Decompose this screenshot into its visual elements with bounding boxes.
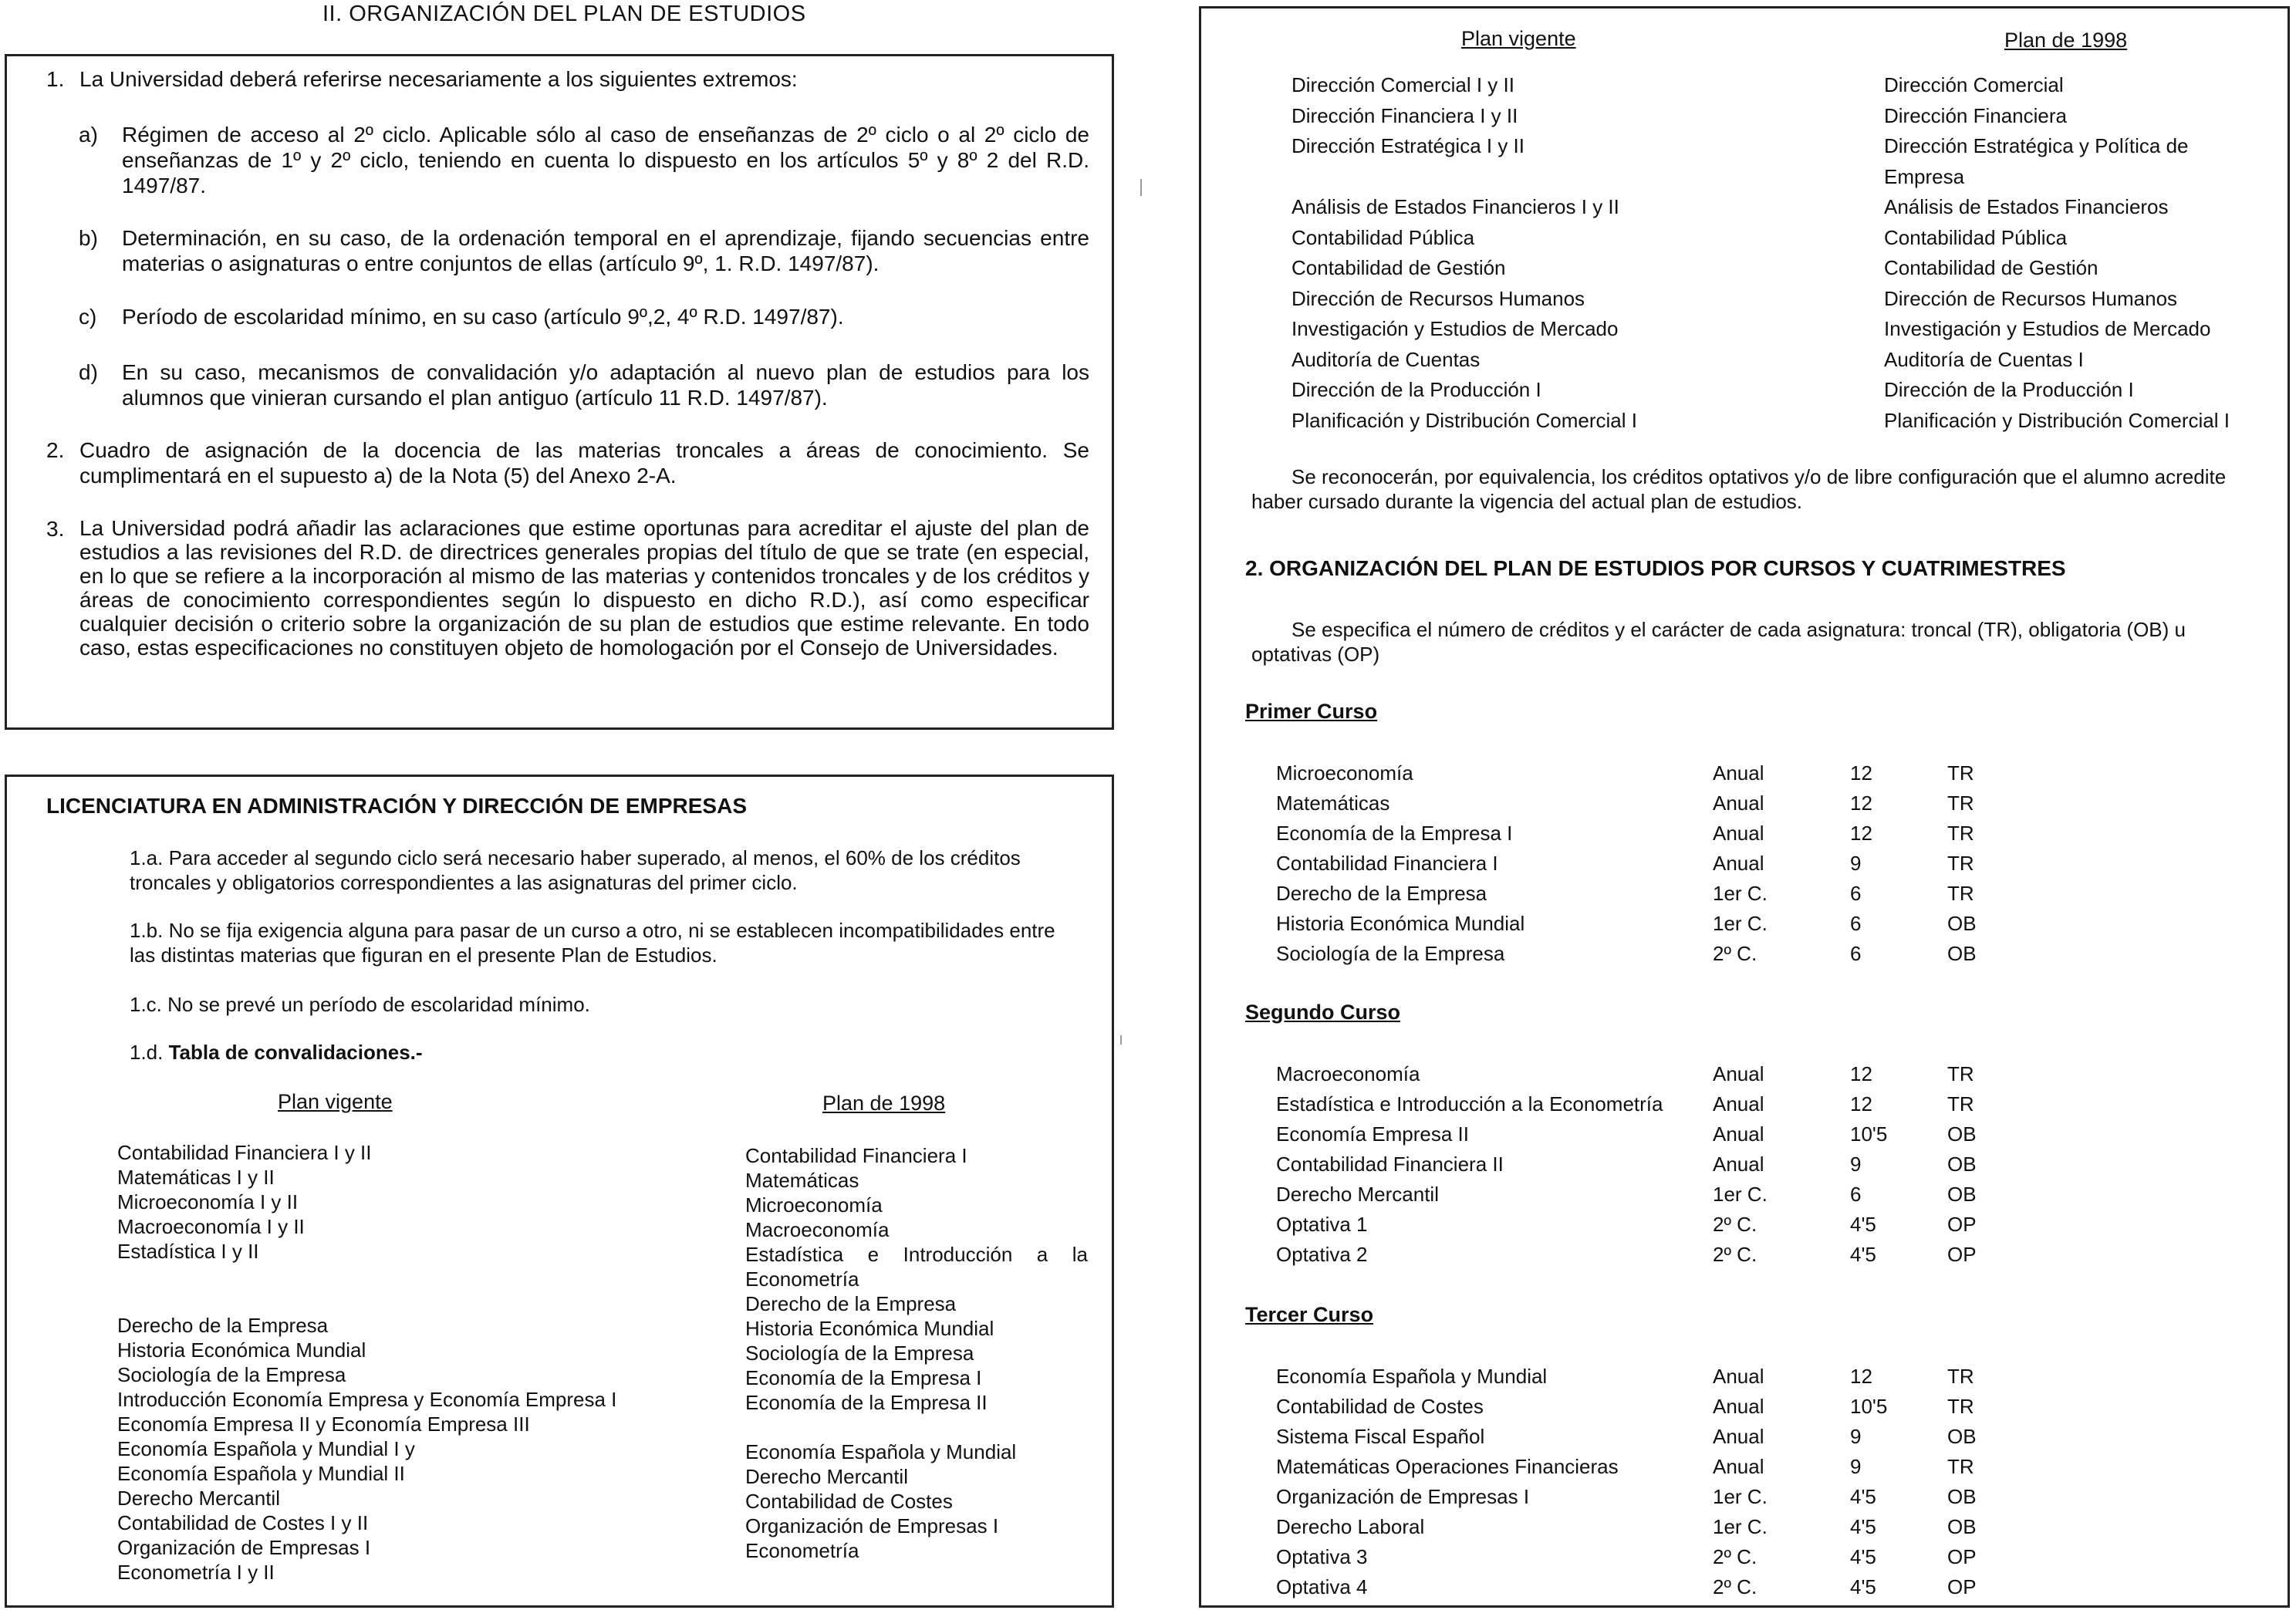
subject-name: Derecho Laboral [1276,1515,1425,1538]
list-item: Estadística e Introducción a la [745,1243,1088,1266]
item-3-text: La Universidad podrá añadir las aclaraciones que estime oportunas para acreditar el ajuste del plan de estudios a las revisiones del R.D. de directrices generales propias del título de que se trate (en especial, en lo que se refiere a la incorporación al mismo de las materias y contenidos troncales y de los créditos y áreas de conocimiento correspondientes según lo dispuesto en dicho R.D.), así como especificar cualquier decisión o criterio sobre la organización de su plan de estudios que estime relevante. En todo caso, estas especificaciones no constituyen objeto de homologación por el Consejo de Universidades. [79,516,1089,660]
list-item: Introducción Economía Empresa y Economía Empresa I [117,1388,617,1411]
right-col-header: Plan de 1998 [822,1092,946,1115]
subject-type: OB [1947,1153,1977,1176]
subject-name: Historia Económica Mundial [1276,912,1525,935]
subject-period: Anual [1713,791,1764,815]
subject-credits: 4'5 [1850,1545,1876,1568]
pair-right-item: Auditoría de Cuentas I [1884,347,2084,371]
subject-type: TR [1947,882,1974,905]
pair-right-item: Contabilidad de Gestión [1884,256,2098,279]
subject-period: 1er C. [1713,912,1768,935]
subject-period: Anual [1713,822,1764,845]
list-item: Historia Económica Mundial [117,1338,366,1362]
list-item: Estadística I y II [117,1240,259,1263]
paragraph-1b-line2: las distintas materias que figuran en el presente Plan de Estudios. [130,943,718,967]
subject-credits: 12 [1850,761,1872,785]
list-item: Contabilidad Financiera I y II [117,1141,372,1164]
subject-credits: 6 [1850,1183,1862,1206]
pair-left-item: Dirección Comercial I y II [1292,73,1514,96]
sub-item-c [79,304,1089,329]
pair-right-item: Planificación y Distribución Comercial I [1884,408,2230,432]
list-item: Derecho de la Empresa [117,1314,329,1337]
subject-type: TR [1947,791,1974,815]
subject-credits: 6 [1850,942,1862,965]
subject-name: Microeconomía [1276,761,1413,785]
subject-period: Anual [1713,761,1764,785]
paragraph-1d-prefix: 1.d. [130,1041,169,1064]
subject-credits: 12 [1850,1092,1872,1116]
subject-name: Estadística e Introducción a la Econometría [1276,1092,1663,1116]
section-2-intro [1251,617,2270,667]
section-2-intro-line1: Se especifica el número de créditos y el carácter de cada asignatura: troncal (TR), obligatoria (OB) u [1292,618,2186,641]
sub-item-a [79,122,1089,198]
subject-credits: 4'5 [1850,1575,1876,1598]
list-item: Econometría [745,1539,859,1562]
subject-name: Optativa 2 [1276,1243,1368,1266]
subject-period: Anual [1713,1425,1764,1448]
list-item: Macroeconomía [745,1218,890,1241]
subject-credits: 4'5 [1850,1213,1876,1236]
list-item: Organización de Empresas I [117,1536,371,1559]
list-item: Sociología de la Empresa [117,1363,346,1386]
convalidation-table-label: Tabla de convalidaciones.- [168,1041,423,1064]
sub-item-d [79,359,1089,410]
sub-item-c-label: c) [79,305,97,329]
subject-type: TR [1947,1092,1974,1116]
paragraph-1c: 1.c. No se prevé un período de escolaridad mínimo. [130,993,590,1016]
list-item: Derecho de la Empresa [745,1292,957,1315]
subject-name: Optativa 1 [1276,1213,1368,1236]
list-item: Microeconomía I y II [117,1190,299,1213]
sub-item-c-text: Período de escolaridad mínimo, en su caso (artículo 9º,2, 4º R.D. 1497/87). [122,305,844,329]
list-item: Contabilidad de Costes [745,1490,953,1513]
paragraph-1d [130,1040,423,1065]
subject-name: Sistema Fiscal Español [1276,1425,1485,1448]
subject-name: Matemáticas [1276,791,1390,815]
subject-name: Derecho Mercantil [1276,1183,1439,1206]
list-item: Historia Económica Mundial [745,1317,994,1340]
subject-period: 2º C. [1713,1575,1757,1598]
list-item: Economía Española y Mundial II [117,1462,405,1485]
sub-item-b-label: b) [79,226,98,250]
subject-type: TR [1947,822,1974,845]
subject-credits: 9 [1850,852,1862,875]
item-2-number: 2. [46,438,65,462]
subject-name: Contabilidad Financiera I [1276,852,1498,875]
pair-left-item: Dirección Financiera I y II [1292,103,1518,127]
right-page-left-header: Plan vigente [1461,27,1576,50]
subject-type: TR [1947,852,1974,875]
sub-item-b [79,225,1089,276]
paragraph-1a [130,846,1086,895]
list-item: Sociología de la Empresa [745,1342,974,1365]
equivalence-note [1251,464,2270,514]
pair-left-item: Planificación y Distribución Comercial I [1292,408,1637,432]
pair-left-item: Contabilidad Pública [1292,225,1475,249]
subject-credits: 12 [1850,791,1872,815]
equivalence-note-line2: haber cursado durante la vigencia del actual plan de estudios. [1251,490,1803,513]
course-title: Tercer Curso [1245,1303,1374,1326]
subject-name: Matemáticas Operaciones Financieras [1276,1455,1619,1478]
licenciatura-title: LICENCIATURA EN ADMINISTRACIÓN Y DIRECCIÓN DE EMPRESAS [46,794,747,818]
subject-period: Anual [1713,1365,1764,1388]
subject-period: 1er C. [1713,1485,1768,1508]
item-1-number: 1. [46,67,65,91]
pair-right-item: Dirección de la Producción I [1884,378,2134,401]
item-1-text: La Universidad deberá referirse necesariamente a los siguientes extremos: [79,67,798,91]
subject-period: Anual [1713,852,1764,875]
subject-name: Economía Española y Mundial [1276,1365,1548,1388]
subject-type: OB [1947,912,1977,935]
subject-type: TR [1947,1455,1974,1478]
pair-right-item: Dirección Financiera [1884,103,2067,127]
pair-left-item: Dirección de Recursos Humanos [1292,286,1585,310]
pair-right-item: Dirección de Recursos Humanos [1884,286,2178,310]
subject-credits: 6 [1850,912,1862,935]
subject-period: Anual [1713,1153,1764,1176]
paragraph-1a-line2: troncales y obligatorios correspondientes a las asignaturas del primer ciclo. [130,871,798,894]
subject-period: Anual [1713,1395,1764,1418]
subject-name: Optativa 4 [1276,1575,1368,1598]
subject-period: Anual [1713,1092,1764,1116]
scan-mark [1140,179,1142,196]
list-item: Economía de la Empresa II [745,1391,988,1414]
subject-name: Organización de Empresas I [1276,1485,1530,1508]
section-2-title: 2. ORGANIZACIÓN DEL PLAN DE ESTUDIOS POR CURSOS Y CUATRIMESTRES [1245,556,2066,580]
subject-period: 1er C. [1713,1515,1768,1538]
subject-period: Anual [1713,1122,1764,1146]
subject-period: 2º C. [1713,1545,1757,1568]
subject-type: OP [1947,1243,1977,1266]
sub-item-a-label: a) [79,123,98,147]
subject-name: Optativa 3 [1276,1545,1368,1568]
subject-name: Contabilidad Financiera II [1276,1153,1504,1176]
subject-period: 2º C. [1713,942,1757,965]
list-item: Economía Española y Mundial [745,1440,1017,1463]
sub-item-d-label: d) [79,360,98,384]
subject-type: OP [1947,1575,1977,1598]
subject-period: 2º C. [1713,1213,1757,1236]
subject-name: Macroeconomía [1276,1062,1420,1085]
list-item: Microeconomía [745,1193,883,1217]
subject-credits: 12 [1850,1062,1872,1085]
list-item: Derecho Mercantil [117,1487,280,1510]
subject-period: 1er C. [1713,882,1768,905]
pair-left-item: Dirección Estratégica I y II [1292,134,1524,157]
item-3-number: 3. [46,517,65,541]
subject-credits: 10'5 [1850,1122,1888,1146]
list-item: Economía de la Empresa I [745,1366,982,1389]
list-item: Contabilidad Financiera I [745,1144,967,1167]
pair-right-item: Dirección Comercial [1884,73,2064,96]
subject-name: Contabilidad de Costes [1276,1395,1484,1418]
sub-item-d-text: En su caso, mecanismos de convalidación y/o adaptación al nuevo plan de estudios para los alumnos que vinieran cursando el plan antiguo (artículo 11 R.D. 1497/87). [122,360,1089,410]
pair-right-item: Contabilidad Pública [1884,225,2068,249]
right-plan-1998-list [745,1143,1088,1563]
list-item: Economía Española y Mundial I y [117,1437,415,1460]
subject-credits: 6 [1850,882,1862,905]
subject-type: OB [1947,1485,1977,1508]
course-title: Segundo Curso [1245,1001,1400,1024]
subject-credits: 12 [1850,1365,1872,1388]
subject-type: OB [1947,1183,1977,1206]
left-plan-vigente-list [117,1140,616,1585]
subject-credits: 4'5 [1850,1243,1876,1266]
subject-credits: 9 [1850,1425,1862,1448]
subject-type: TR [1947,1365,1974,1388]
paragraph-1b-line1: 1.b. No se fija exigencia alguna para pasar de un curso a otro, ni se establecen incompatibilidades entre [130,919,1055,942]
subject-type: OB [1947,1122,1977,1146]
subject-credits: 12 [1850,822,1872,845]
subject-credits: 9 [1850,1455,1862,1478]
subject-type: OP [1947,1545,1977,1568]
left-col-header: Plan vigente [278,1090,393,1113]
sub-item-a-text: Régimen de acceso al 2º ciclo. Aplicable sólo al caso de enseñanzas de 2º ciclo o al 2º ciclo de enseñanzas de 1º y 2º ciclo, teniendo en cuenta lo dispuesto en los artículos 5º y 8º 2 del R.D. 1497/87. [122,123,1089,197]
subject-credits: 4'5 [1850,1485,1876,1508]
pair-left-item: Contabilidad de Gestión [1292,256,1506,279]
item-3 [46,516,1089,660]
subject-period: Anual [1713,1455,1764,1478]
subject-credits: 9 [1850,1153,1862,1176]
item-2 [46,437,1089,488]
paragraph-1a-line1: 1.a. Para acceder al segundo ciclo será necesario haber superado, al menos, el 60% de los créditos [130,846,1021,869]
subject-type: OB [1947,1515,1977,1538]
right-page-right-header: Plan de 1998 [2004,29,2128,52]
item-2-text: Cuadro de asignación de la docencia de las materias troncales a áreas de conocimiento. Se cumplimentará en el supuesto a) de la Nota (5) del Anexo 2-A. [79,438,1089,488]
subject-type: OP [1947,1213,1977,1236]
list-item: Matemáticas [745,1169,859,1192]
list-item: Econometría I y II [117,1561,275,1584]
list-item: Contabilidad de Costes I y II [117,1511,369,1534]
subject-name: Sociología de la Empresa [1276,942,1505,965]
pair-right-item: Investigación y Estudios de Mercado [1884,317,2211,340]
pair-right-item: Análisis de Estados Financieros [1884,195,2169,218]
pair-left-item: Auditoría de Cuentas [1292,347,1481,371]
subject-name: Derecho de la Empresa [1276,882,1487,905]
list-item: Matemáticas I y II [117,1166,275,1189]
pair-right-item: Dirección Estratégica y Política de [1884,134,2189,157]
pair-left-item: Investigación y Estudios de Mercado [1292,317,1619,340]
list-item: Organización de Empresas I [745,1514,999,1537]
list-item: Econometría [745,1267,859,1291]
subject-credits: 10'5 [1850,1395,1888,1418]
subject-type: TR [1947,1395,1974,1418]
subject-period: 1er C. [1713,1183,1768,1206]
equivalence-note-line1: Se reconocerán, por equivalencia, los créditos optativos y/o de libre configuración que el alumno acredite [1292,465,2227,488]
list-item: Derecho Mercantil [745,1465,908,1488]
list-item: Macroeconomía I y II [117,1215,305,1238]
pair-left-item: Dirección de la Producción I [1292,378,1541,401]
pair-right-item: Empresa [1884,164,1965,188]
sub-item-b-text: Determinación, en su caso, de la ordenación temporal en el aprendizaje, fijando secuencias entre materias o asignaturas o entre conjuntos de ellas (artículo 9º, 1. R.D. 1497/87). [122,226,1089,275]
subject-type: TR [1947,761,1974,785]
course-title: Primer Curso [1245,700,1378,723]
subject-name: Economía de la Empresa I [1276,822,1513,845]
subject-type: OB [1947,1425,1977,1448]
scan-mark [1120,1035,1122,1045]
subject-period: Anual [1713,1062,1764,1085]
subject-type: TR [1947,1062,1974,1085]
subject-credits: 4'5 [1850,1515,1876,1538]
subject-name: Economía Empresa II [1276,1122,1469,1146]
list-item: Economía Empresa II y Economía Empresa III [117,1413,530,1436]
pair-left-item: Análisis de Estados Financieros I y II [1292,195,1619,218]
paragraph-1b [130,918,1086,967]
left-page-heading: II. ORGANIZACIÓN DEL PLAN DE ESTUDIOS [322,2,806,26]
subject-type: OB [1947,942,1977,965]
section-2-intro-line2: optativas (OP) [1251,643,1380,666]
subject-period: 2º C. [1713,1243,1757,1266]
